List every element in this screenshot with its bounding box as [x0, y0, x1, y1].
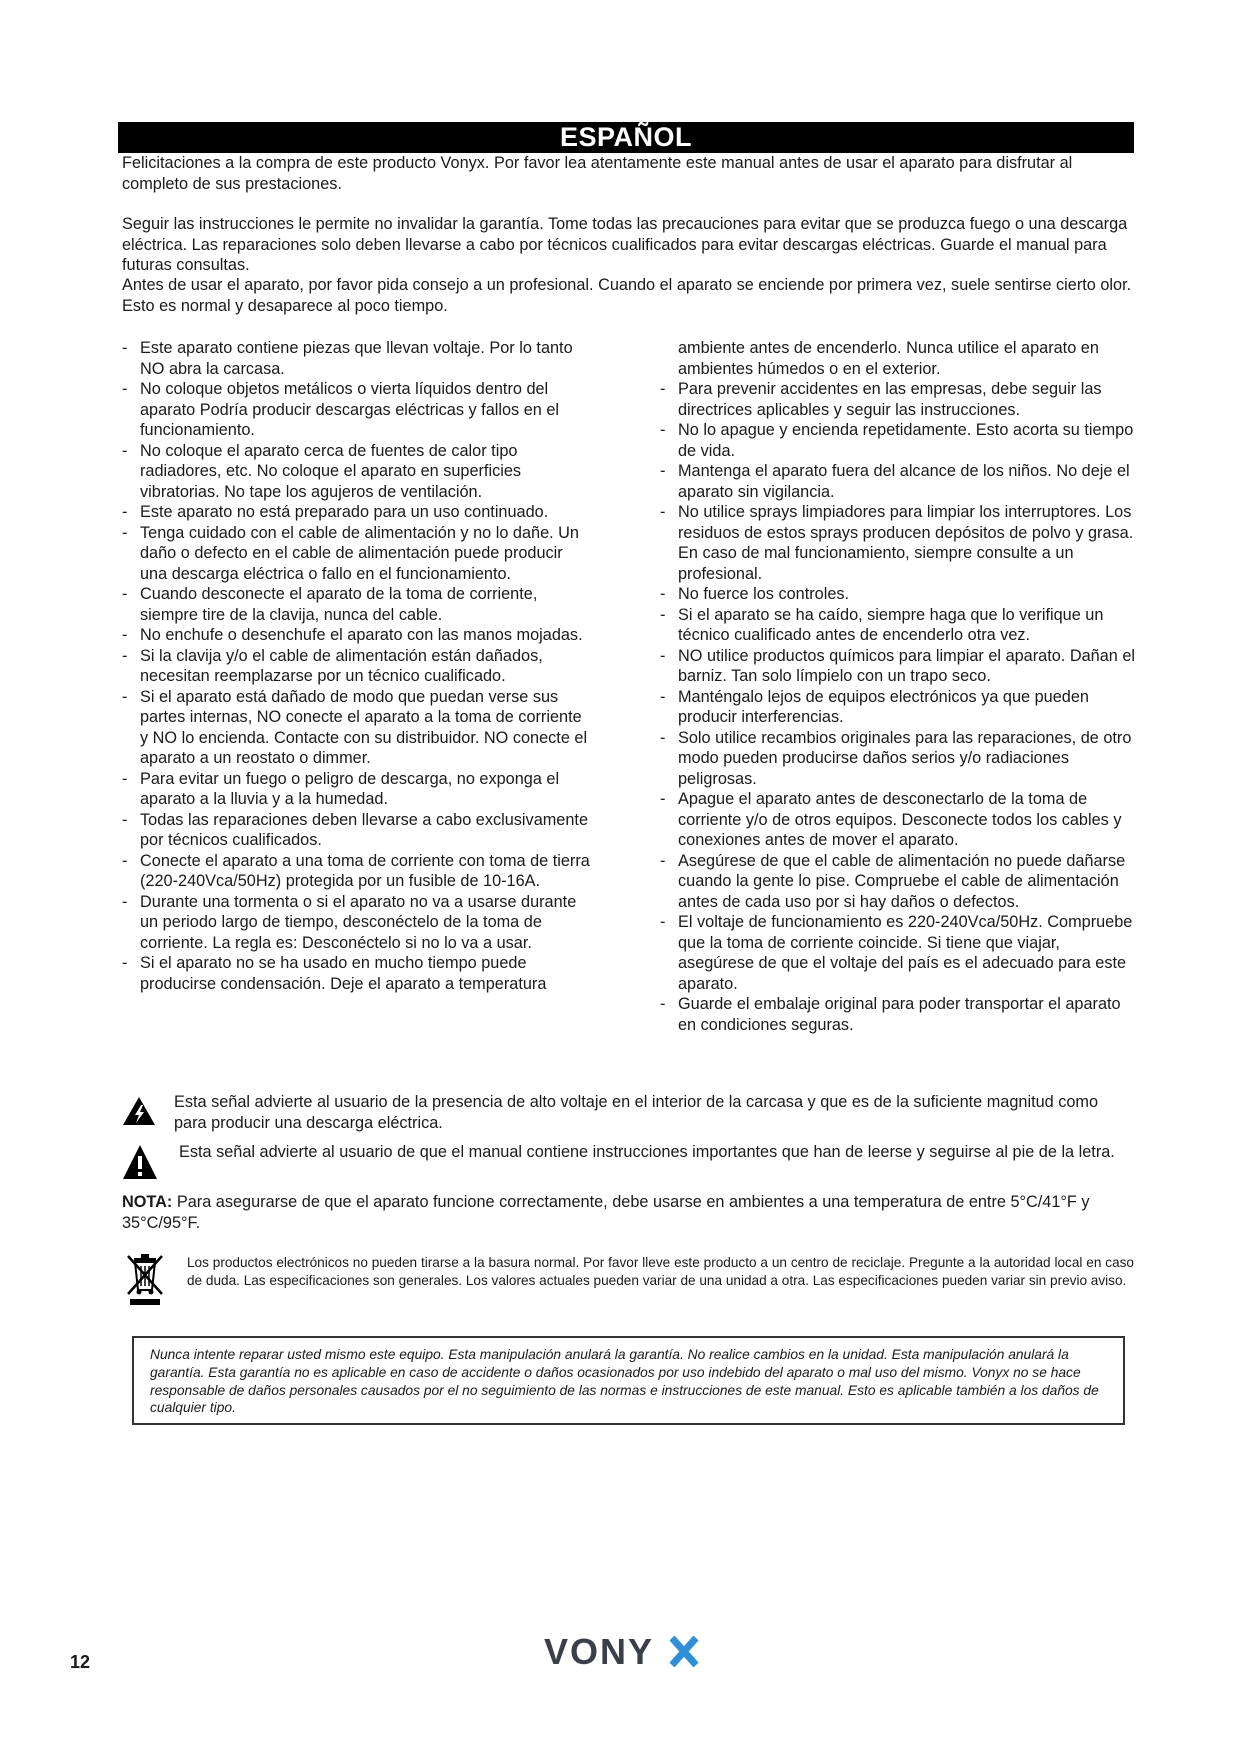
- safety-item: - No lo apague y encienda repetidamente. Esto acorta su tiempo de vida.: [660, 420, 1135, 461]
- exclamation-triangle-icon: [122, 1144, 158, 1185]
- recycling-notice: Los productos electrónicos no pueden tirarse a la basura normal. Por favor lleve este producto a un centro de reciclaje. Pregunte a la autoridad local en caso de duda. Las especificaciones son generales. Los valores actuales pueden variar de una unidad a otra. Las especificaciones pueden variar sin previo aviso.: [187, 1255, 1134, 1288]
- safety-item: - Durante una tormenta o si el aparato no va a usarse durante un periodo largo de tiempo, desconéctelo de la toma de corriente. La regla es: Desconéctelo si no lo va a usar.: [122, 892, 592, 954]
- safety-item: - Si la clavija y/o el cable de alimentación están dañados, necesitan reemplazarse por un técnico cualificado.: [122, 646, 592, 687]
- safety-item: - Si el aparato no se ha usado en mucho tiempo puede producirse condensación. Deje el aparato a temperatura: [122, 953, 592, 994]
- page-number: 12: [70, 1652, 91, 1672]
- intro-paragraph-2: Seguir las instrucciones le permite no invalidar la garantía. Tome todas las precauciones para evitar que se produzca fuego o una descarga eléctrica. Las reparaciones solo deben llevarse a cabo por técnicos cualificados para evitar descargas eléctricas. Guarde el manual para futuras consultas.: [122, 215, 1128, 274]
- logo-x-mark: [672, 1638, 696, 1665]
- safety-item: - Tenga cuidado con el cable de alimentación y no lo dañe. Un daño o defecto en el cable de alimentación puede producir una descarga eléctrica o fallo en el funcionamiento.: [122, 523, 592, 585]
- safety-item: - Para evitar un fuego o peligro de descarga, no exponga el aparato a la lluvia y a la humedad.: [122, 769, 592, 810]
- section-header-espanol: [118, 122, 1134, 153]
- warranty-disclaimer-box: [132, 1336, 1125, 1425]
- safety-item: - Mantenga el aparato fuera del alcance de los niños. No deje el aparato sin vigilancia.: [660, 461, 1135, 502]
- safety-item: - No coloque objetos metálicos o vierta líquidos dentro del aparato Podría producir descargas eléctricas y fallos en el funcionamiento.: [122, 379, 592, 441]
- safety-item: - No enchufe o desenchufe el aparato con las manos mojadas.: [122, 625, 592, 646]
- list-item-continuation: ambiente antes de encenderlo. Nunca utilice el aparato en ambientes húmedos o en el exterior.: [678, 339, 1099, 378]
- safety-item: - No fuerce los controles.: [660, 584, 1135, 605]
- safety-item: - Todas las reparaciones deben llevarse a cabo exclusivamente por técnicos cualificados.: [122, 810, 592, 851]
- temperature-note: [122, 1192, 1134, 1233]
- safety-list-right: [660, 338, 1135, 1035]
- disclaimer-text: Nunca intente reparar usted mismo este equipo. Esta manipulación anulará la garantía. No realice cambios en la unidad. Esta manipulación anulará la garantía. Esta garantía no es aplicable en caso de accidente o daños ocasionados por uso indebido del aparato o mal uso del mismo. Vonyx no se hace responsable de daños personales causados por el no seguimiento de las normas e instrucciones de este manual. Esto es aplicable también a los daños de cualquier tipo.: [150, 1347, 1099, 1416]
- vonyx-logo: [544, 1634, 714, 1675]
- logo-wordmark: VONY: [544, 1634, 655, 1670]
- safety-item: - No utilice sprays limpiadores para limpiar los interruptores. Los residuos de estos sprays producen depósitos de polvo y grasa. En caso de mal funcionamiento, siempre consulte a un profesional.: [660, 502, 1135, 584]
- safety-item: - Si el aparato se ha caído, siempre haga que lo verifique un técnico cualificado antes de encenderlo otra vez.: [660, 605, 1135, 646]
- safety-item: - Este aparato no está preparado para un uso continuado.: [122, 502, 592, 523]
- safety-item: - NO utilice productos químicos para limpiar el aparato. Dañan el barniz. Tan solo límpielo con un trapo seco.: [660, 646, 1135, 687]
- safety-item: - Para prevenir accidentes en las empresas, debe seguir las directrices aplicables y seguir las instrucciones.: [660, 379, 1135, 420]
- high-voltage-text: Esta señal advierte al usuario de la presencia de alto voltaje en el interior de la carcasa y que es de la suficiente magnitud como para producir una descarga eléctrica.: [174, 1093, 1099, 1132]
- safety-item: - Solo utilice recambios originales para las reparaciones, de otro modo pueden producirse daños serios y/o radiaciones peligrosas.: [660, 728, 1135, 790]
- safety-item: - El voltaje de funcionamiento es 220-240Vca/50Hz. Compruebe que la toma de corriente coincide. Si tiene que viajar, asegúrese de que el voltaje del país es el adecuado para este aparato.: [660, 912, 1135, 994]
- weee-bin-icon: [124, 1252, 166, 1311]
- note-text: Para asegurarse de que el aparato funcione correctamente, debe usarse en ambientes a una temperatura de entre 5°C/41°F y 35°C/95°F.: [122, 1193, 1090, 1232]
- intro-paragraph-1: Felicitaciones a la compra de este producto Vonyx. Por favor lea atentamente este manual antes de usar el aparato para disfrutar al completo de sus prestaciones.: [122, 154, 1073, 193]
- note-label: NOTA:: [122, 1193, 173, 1211]
- safety-item: - Asegúrese de que el cable de alimentación no puede dañarse cuando la gente lo pise. Compruebe el cable de alimentación antes de cada uso por si hay daños o defectos.: [660, 851, 1135, 913]
- safety-item: - Si el aparato está dañado de modo que puedan verse sus partes internas, NO conecte el aparato a la toma de corriente y NO lo encienda. Contacte con su distribuidor. NO conecte el aparato a un reostato o dimmer.: [122, 687, 592, 769]
- safety-item: - Apague el aparato antes de desconectarlo de la toma de corriente y/o de otros equipos. Desconecte todos los cables y conexiones antes de mover el aparato.: [660, 789, 1135, 851]
- safety-item: - Manténgalo lejos de equipos electrónicos ya que pueden producir interferencias.: [660, 687, 1135, 728]
- safety-item: - Guarde el embalaje original para poder transportar el aparato en condiciones seguras.: [660, 994, 1135, 1035]
- safety-item: - Cuando desconecte el aparato de la toma de corriente, siempre tire de la clavija, nunca del cable.: [122, 584, 592, 625]
- section-title: ESPAÑOL: [559, 122, 692, 152]
- instructions-text: Esta señal advierte al usuario de que el manual contiene instrucciones importantes que han de leerse y seguirse al pie de la letra.: [179, 1143, 1115, 1161]
- safety-item: - Conecte el aparato a una toma de corriente con toma de tierra (220-240Vca/50Hz) protegida por un fusible de 10-16A.: [122, 851, 592, 892]
- high-voltage-triangle-icon: [122, 1096, 156, 1131]
- safety-list-left: [122, 338, 592, 994]
- safety-item: - No coloque el aparato cerca de fuentes de calor tipo radiadores, etc. No coloque el aparato en superficies vibratorias. No tape los agujeros de ventilación.: [122, 441, 592, 503]
- intro-paragraph-3: Antes de usar el aparato, por favor pida consejo a un profesional. Cuando el aparato se enciende por primera vez, suele sentirse cierto olor. Esto es normal y desaparece al poco tiempo.: [122, 276, 1132, 315]
- safety-item: - Este aparato contiene piezas que llevan voltaje. Por lo tanto NO abra la carcasa.: [122, 338, 592, 379]
